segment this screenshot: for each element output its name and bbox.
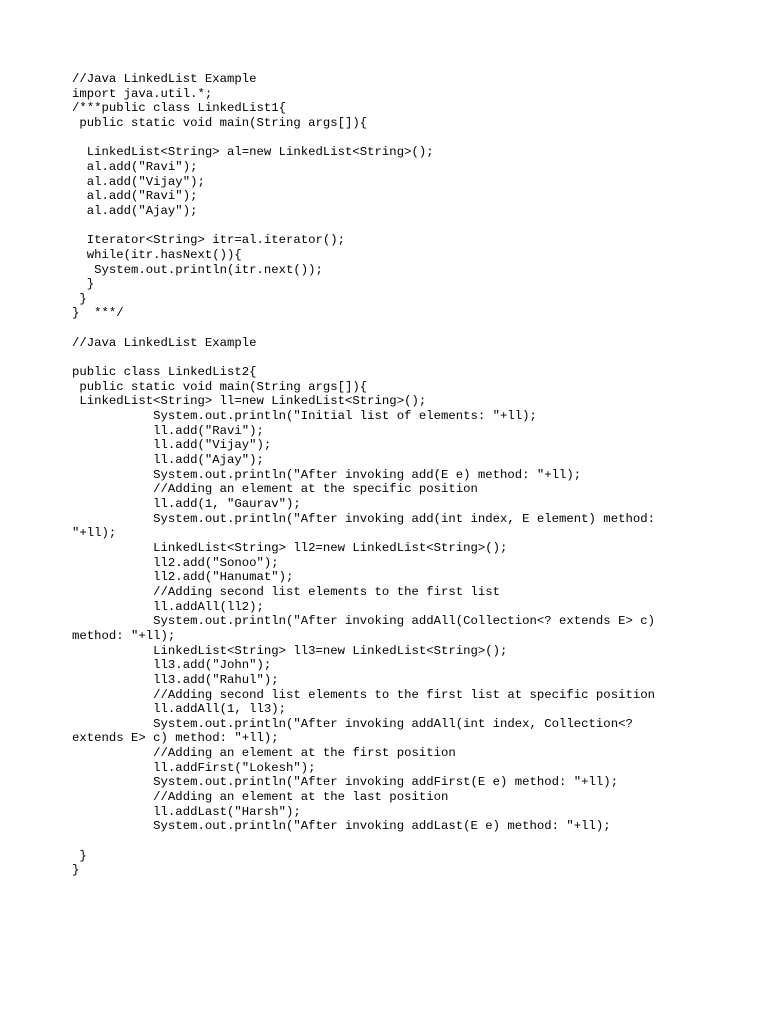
code-line: [72, 350, 712, 365]
code-line: }: [72, 863, 80, 878]
code-line: while(itr.hasNext()){: [72, 247, 242, 262]
code-line: extends E> c) method: "+ll);: [72, 731, 279, 746]
code-line: al.add("Vijay");: [72, 174, 205, 189]
code-line: }: [72, 291, 87, 306]
code-line: //Adding second list elements to the first list: [72, 584, 501, 599]
code-line: ll.addFirst("Lokesh");: [72, 760, 316, 775]
code-line: System.out.println("After invoking addAll(Collection<? extends E> c): [72, 614, 655, 629]
code-line: System.out.println("After invoking addAll(int index, Collection<?: [72, 716, 633, 731]
code-line: ll.add("Ajay");: [72, 453, 264, 467]
code-line: import java.util.*;: [72, 86, 213, 101]
code-line: public static void main(String args[]){: [72, 115, 368, 130]
code-line: System.out.println("After invoking add(E e) method: "+ll);: [72, 467, 582, 482]
code-line: LinkedList<String> ll=new LinkedList<String>();: [72, 394, 427, 409]
code-line: ll3.add("Rahul");: [72, 672, 279, 687]
code-line: al.add("Ajay");: [72, 203, 198, 218]
code-line: System.out.println(itr.next());: [72, 262, 323, 277]
code-line: System.out.println("Initial list of elements: "+ll);: [72, 409, 537, 424]
code-line: }: [72, 848, 87, 863]
code-line: ll.add("Vijay");: [72, 438, 272, 453]
code-line: LinkedList<String> ll3=new LinkedList<String>();: [72, 643, 508, 658]
code-line: [72, 321, 712, 336]
code-line: [72, 131, 712, 146]
code-line: al.add("Ravi");: [72, 159, 198, 174]
code-line: public class LinkedList2{: [72, 365, 257, 380]
code-line: [72, 219, 712, 234]
code-line: ll.addAll(1, ll3);: [72, 702, 287, 717]
code-line: /***public class LinkedList1{: [72, 101, 287, 116]
code-line: //Adding an element at the first position: [72, 746, 456, 761]
code-line: ll.add(1, "Gaurav");: [72, 496, 301, 511]
code-line: public static void main(String args[]){: [72, 379, 368, 394]
code-line: ll.add("Ravi");: [72, 423, 264, 438]
code-line: al.add("Ravi");: [72, 189, 198, 204]
code-line: System.out.println("After invoking addLast(E e) method: "+ll);: [72, 819, 611, 834]
code-line: //Java LinkedList Example: [72, 72, 257, 86]
code-line: System.out.println("After invoking add(int index, E element) method:: [72, 511, 655, 526]
code-line: //Java LinkedList Example: [72, 335, 257, 350]
code-line: }: [72, 277, 95, 292]
java-code-block: [72, 72, 712, 878]
code-line: ll2.add("Sonoo");: [72, 555, 279, 570]
code-line: LinkedList<String> ll2=new LinkedList<String>();: [72, 540, 508, 555]
code-line: //Adding an element at the last position: [72, 790, 449, 805]
code-line: [72, 834, 712, 849]
code-line: ll.addAll(ll2);: [72, 599, 264, 614]
code-line: //Adding second list elements to the first list at specific position: [72, 687, 655, 702]
code-line: Iterator<String> itr=al.iterator();: [72, 233, 346, 248]
code-line: ll2.add("Hanumat");: [72, 570, 294, 585]
code-line: "+ll);: [72, 526, 117, 541]
code-line: } ***/: [72, 306, 124, 321]
code-line: ll3.add("John");: [72, 658, 272, 673]
code-line: //Adding an element at the specific position: [72, 482, 478, 497]
code-line: ll.addLast("Harsh");: [72, 804, 301, 819]
code-line: System.out.println("After invoking addFirst(E e) method: "+ll);: [72, 775, 619, 790]
code-line: method: "+ll);: [72, 628, 176, 643]
code-line: LinkedList<String> al=new LinkedList<String>();: [72, 145, 434, 160]
